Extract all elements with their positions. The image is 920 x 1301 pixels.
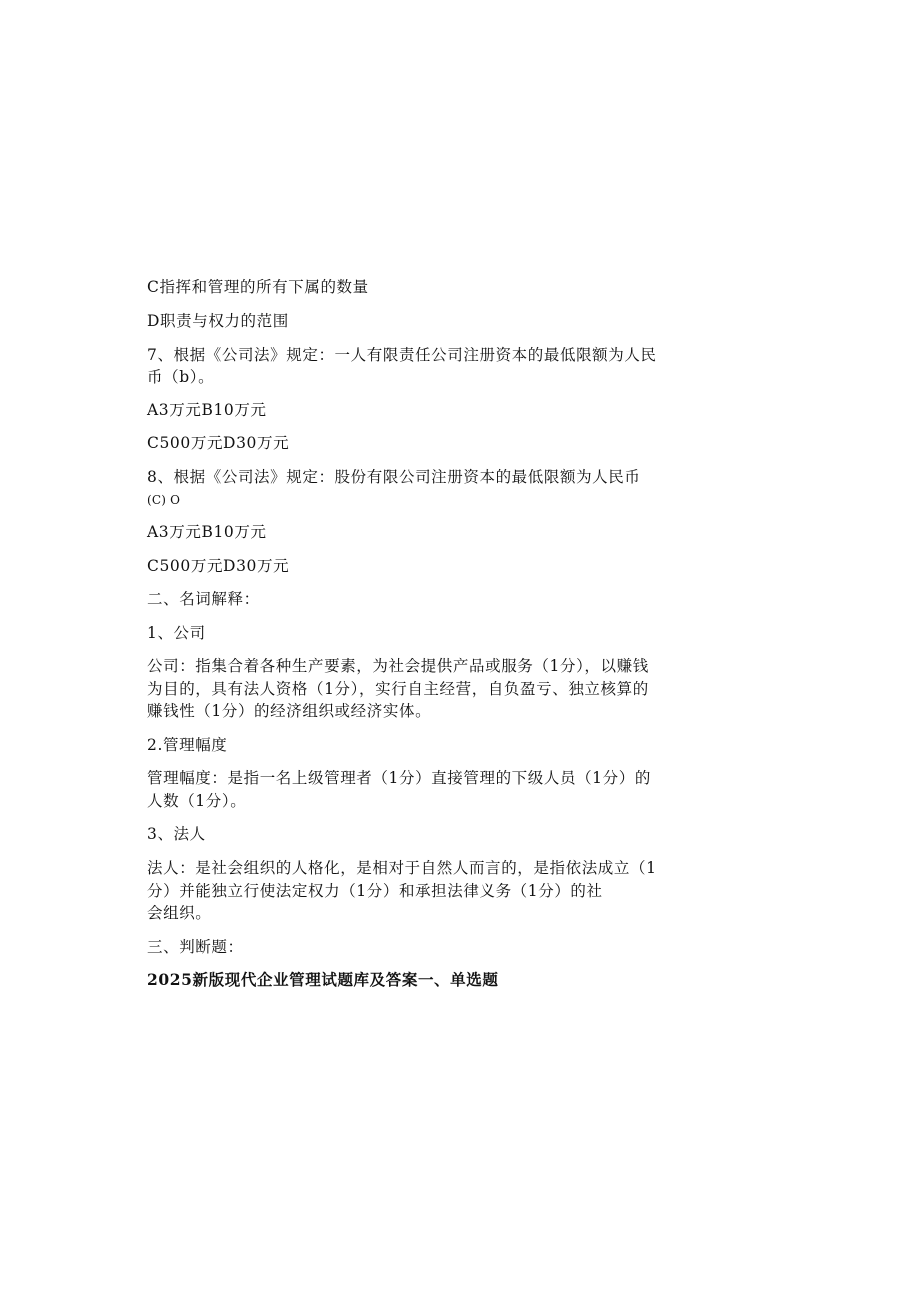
term-1-definition-line-1: 公司：指集合着各种生产要素，为社会提供产品或服务（1分），以赚钱	[147, 657, 649, 675]
section-2-heading: 二、名词解释：	[147, 590, 260, 608]
term-3-definition-line-2: 分）并能独立行使法定权力（1分）和承担法律义务（1分）的社	[147, 882, 603, 900]
term-1-heading: 1、公司	[147, 624, 206, 642]
term-3-definition-line-3: 会组织。	[147, 904, 212, 922]
question-8-options-ab: A3万元B10万元	[147, 523, 267, 541]
question-8-line-1: 8、根据《公司法》规定：股份有限公司注册资本的最低限额为人民币	[147, 468, 641, 486]
term-2-definition-line-1: 管理幅度：是指一名上级管理者（1分）直接管理的下级人员（1分）的	[147, 769, 651, 787]
option-d-text: D职责与权力的范围	[147, 312, 289, 330]
question-8-options-cd: C500万元D30万元	[147, 557, 290, 575]
section-3-heading: 三、判断题：	[147, 938, 244, 956]
question-7-options-ab: A3万元B10万元	[147, 401, 267, 419]
question-7-options-cd: C500万元D30万元	[147, 434, 290, 452]
term-2-definition-line-2: 人数（1分）。	[147, 792, 247, 810]
term-3-heading: 3、法人	[147, 825, 206, 843]
document-title: 2025新版现代企业管理试题库及答案一、单选题	[147, 970, 499, 989]
question-8-answer: (C) O	[147, 493, 181, 507]
option-c-text: C指挥和管理的所有下属的数量	[147, 278, 369, 296]
term-3-definition-line-1: 法人：是社会组织的人格化，是相对于自然人而言的，是指依法成立（1	[147, 859, 657, 877]
term-2-heading: 2.管理幅度	[147, 736, 228, 754]
question-7-line-1: 7、根据《公司法》规定：一人有限责任公司注册资本的最低限额为人民	[147, 346, 657, 364]
question-7-line-2: 币（b）。	[147, 368, 215, 386]
term-1-definition-line-3: 赚钱性（1分）的经济组织或经济实体。	[147, 702, 432, 720]
term-1-definition-line-2: 为目的，具有法人资格（1分），实行自主经营，自负盈亏、独立核算的	[147, 680, 649, 698]
